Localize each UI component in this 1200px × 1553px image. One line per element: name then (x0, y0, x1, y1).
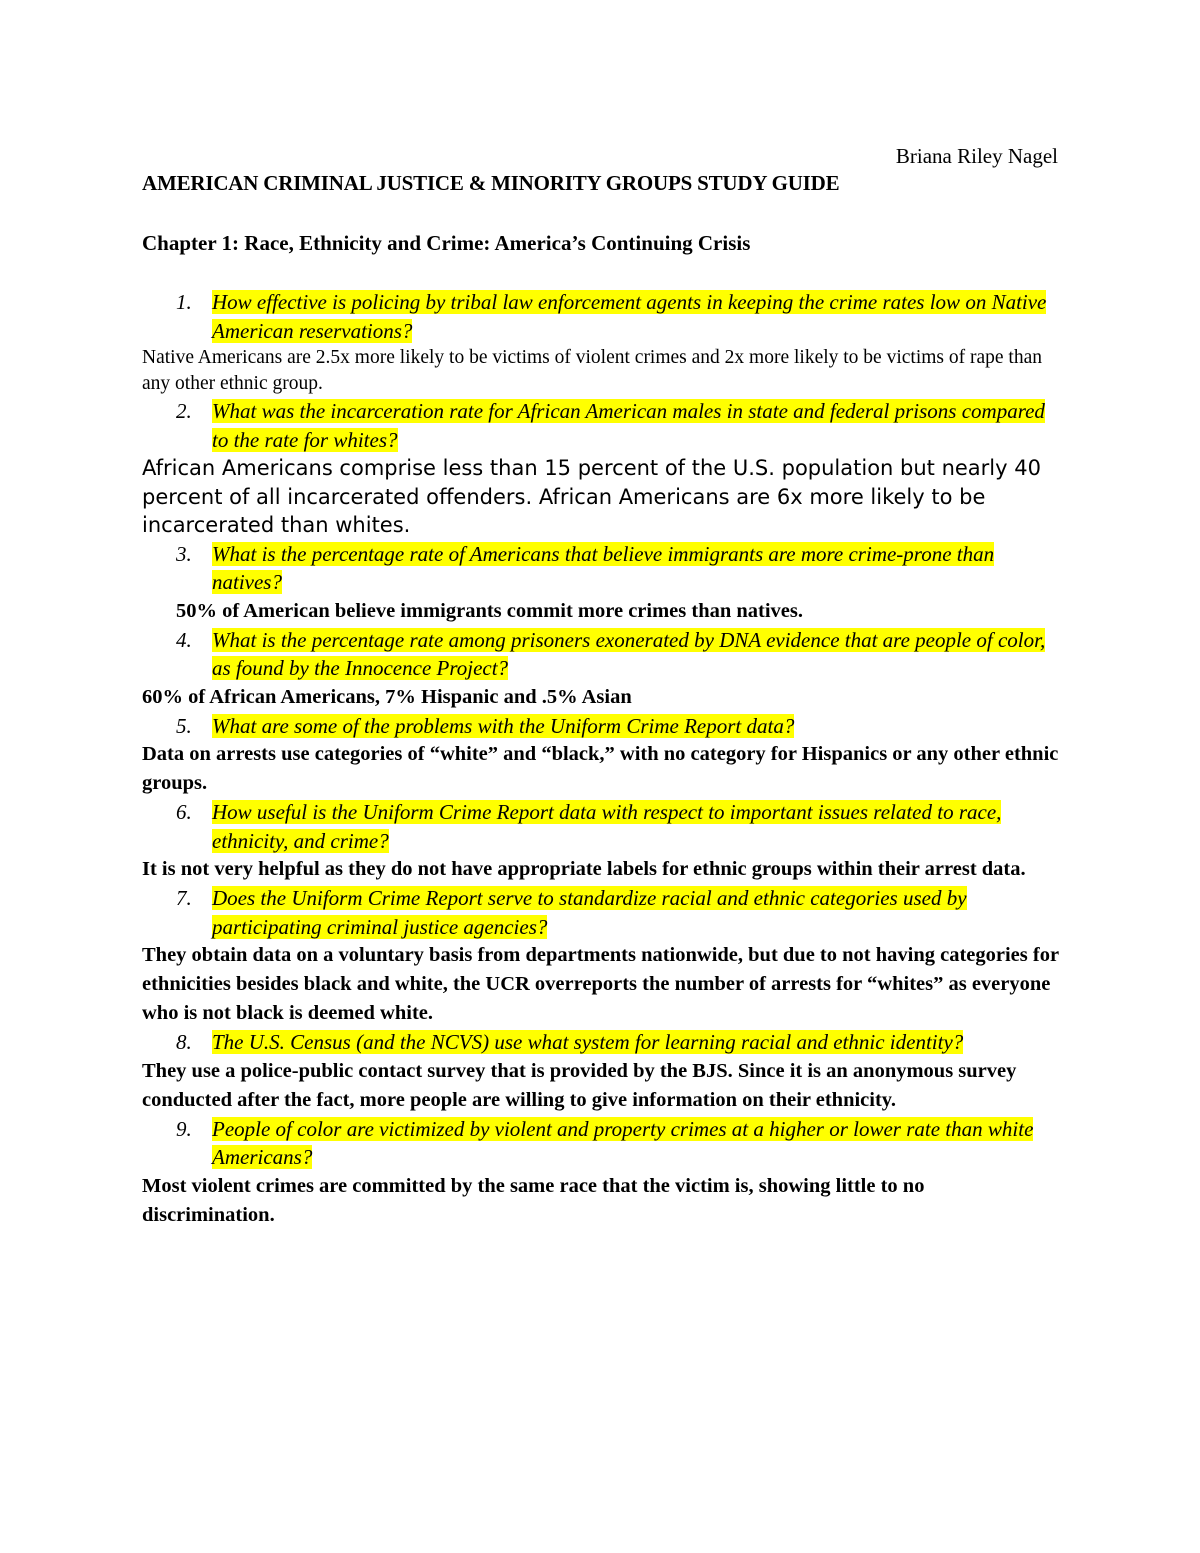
question-6 (142, 798, 1062, 855)
question-text: Does the Uniform Crime Report serve to standardize racial and ethnic categories used by participating criminal justice agencies? (212, 886, 967, 939)
question-number: 8. (176, 1030, 192, 1054)
answer-7: They obtain data on a voluntary basis from departments nationwide, but due to not having categories for ethnicities besides black and white, the UCR overreports the number of arrests for “whites” as everyone who is not black is deemed white. (142, 944, 1059, 1024)
question-text: What was the incarceration rate for African American males in state and federal prisons compared to the rate for whites? (212, 399, 1045, 452)
question-3 (142, 540, 1062, 597)
question-number: 1. (176, 290, 192, 314)
answer-4: 60% of African Americans, 7% Hispanic and .5% Asian (142, 685, 632, 708)
question-text: What is the percentage rate of Americans that believe immigrants are more crime-prone than natives? (212, 541, 995, 594)
question-number: 5. (176, 713, 192, 738)
answer-1: Native Americans are 2.5x more likely to be victims of violent crimes and 2x more likely to be victims of rape than any other ethnic group. (142, 347, 1042, 394)
question-text: How effective is policing by tribal law enforcement agents in keeping the crime rates low on Native American reservations? (212, 290, 1047, 343)
question-text: People of color are victimized by violent and property crimes at a higher or lower rate than white Americans? (212, 1116, 1034, 1169)
question-text: The U.S. Census (and the NCVS) use what system for learning racial and ethnic identity? (212, 1030, 964, 1054)
question-number: 2. (176, 399, 192, 423)
question-4 (142, 626, 1062, 683)
document-title: AMERICAN CRIMINAL JUSTICE & MINORITY GROUPS STUDY GUIDE (142, 171, 840, 195)
question-7 (142, 884, 1062, 941)
author-name: Briana Riley Nagel (895, 144, 1058, 168)
question-8 (142, 1028, 1062, 1057)
question-number: 9. (176, 1116, 192, 1141)
chapter-heading: Chapter 1: Race, Ethnicity and Crime: America’s Continuing Crisis (142, 231, 751, 255)
answer-8: They use a police-public contact survey that is provided by the BJS. Since it is an anonymous survey conducted after the fact, more people are willing to give information on their ethnicity. (142, 1059, 1017, 1111)
question-number: 6. (176, 800, 192, 824)
answer-6: It is not very helpful as they do not have appropriate labels for ethnic groups within their arrest data. (142, 858, 1026, 880)
question-text: What are some of the problems with the Uniform Crime Report data? (212, 713, 795, 738)
question-text: How useful is the Uniform Crime Report data with respect to important issues related to race, ethnicity, and crime? (212, 800, 1002, 853)
question-9 (142, 1115, 1062, 1172)
question-answer-list (142, 288, 1062, 1230)
answer-9: Most violent crimes are committed by the same race that the victim is, showing little to no discrimination. (142, 1174, 925, 1226)
question-1 (142, 288, 1062, 345)
answer-2: African Americans comprise less than 15 percent of the U.S. population but nearly 40 percent of all incarcerated offenders. African Americans are 6x more likely to be incarcerated than whites. (142, 456, 1041, 537)
question-number: 7. (176, 886, 192, 910)
question-number: 3. (176, 541, 192, 566)
question-2 (142, 397, 1062, 454)
answer-3: 50% of American believe immigrants commit more crimes than natives. (176, 599, 804, 622)
question-5 (142, 712, 1062, 741)
answer-5: Data on arrests use categories of “white” and “black,” with no category for Hispanics or any other ethnic groups. (142, 743, 1059, 794)
question-number: 4. (176, 627, 192, 652)
question-text: What is the percentage rate among prisoners exonerated by DNA evidence that are people of color, as found by the Innocence Project? (212, 627, 1046, 680)
